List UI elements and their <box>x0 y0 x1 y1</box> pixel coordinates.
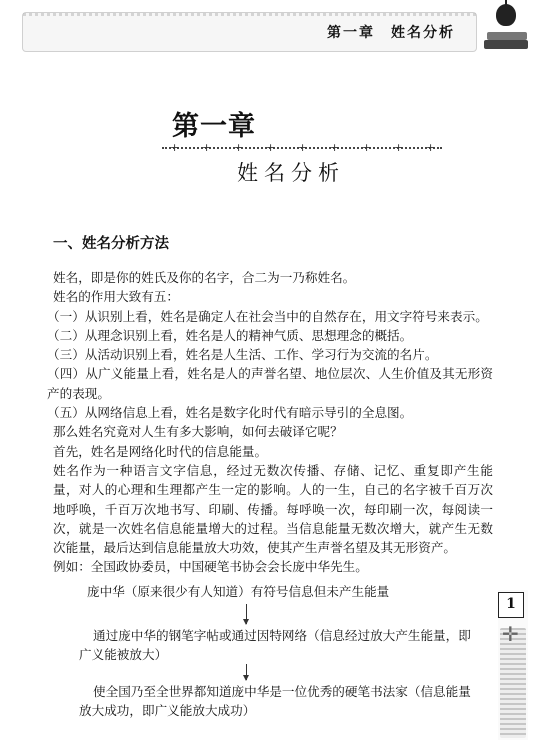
divider-ornament: + + + + + + + + + <box>162 147 442 149</box>
paragraph: 那么姓名究竟对人生有多大影响，如何去破译它呢？ <box>53 424 343 440</box>
chapter-title: 姓名分析 <box>237 161 345 185</box>
paragraph: 姓名的作用大致有五： <box>53 289 179 305</box>
cross-ornament-icon: ✛ <box>502 622 519 646</box>
running-head: 第一章 姓名分析 <box>327 25 455 41</box>
body-text <box>47 268 493 577</box>
paragraph: （五）从网络信息上看，姓名是数字化时代有暗示导引的全息图。 <box>47 405 413 421</box>
paragraph: 例如：全国政协委员，中国硬笔书协会会长庞中华先生。 <box>53 559 368 575</box>
down-arrow-icon <box>246 664 247 680</box>
apple-icon <box>496 4 516 26</box>
down-arrow-icon <box>246 604 247 624</box>
paragraph: （四）从广义能量上看，姓名是人的声誉名望、地位层次、人生价值及其无形资产的表现。 <box>47 366 493 401</box>
paragraph: 姓名，即是你的姓氏及你的名字，合二为一乃称姓名。 <box>53 270 356 285</box>
paragraph: 首先，姓名是网络化时代的信息能量。 <box>53 443 268 459</box>
paragraph: （二）从理念识别上看，姓名是人的精神气质、思想理念的概括。 <box>47 327 413 343</box>
chapter-label: 第一章 <box>172 111 256 142</box>
section-heading: 一、姓名分析方法 <box>53 236 169 252</box>
paragraph: 姓名作为一种语言文字信息，经过无数次传播、存储、记忆、重复即产生能量，对人的心理和生理都产生一定的影响。人的一生，自己的名字被千百万次地呼唤，千百万次地书写、印刷、传播。每呼唤一次，每印刷一次，每阅读一次，就是一次姓名信息能量增大的过程。当信息能量无数次增大，就产生无数次能量，最后达到信息能量放大功效，使其产生声誉名望及其无形资产。 <box>53 462 493 556</box>
flow-step: 通过庞中华的钢笔字帖或通过因特网络（信息经过放大产生能量，即广义能被放大） <box>79 628 471 663</box>
paragraph: （三）从活动识别上看，姓名是人生活、工作、学习行为交流的名片。 <box>47 347 438 363</box>
flow-step: 使全国乃至全世界都知道庞中华是一位优秀的硬笔书法家（信息能量放大成功，即广义能放大成功） <box>79 684 471 719</box>
paragraph: （一）从识别上看，姓名是确定人在社会当中的自然存在，用文字符号来表示。 <box>47 308 488 324</box>
books-icon <box>484 28 530 50</box>
flow-step: 庞中华（原来很少有人知道）有符号信息但未产生能量 <box>87 584 390 599</box>
page-number: 1 <box>498 592 524 618</box>
